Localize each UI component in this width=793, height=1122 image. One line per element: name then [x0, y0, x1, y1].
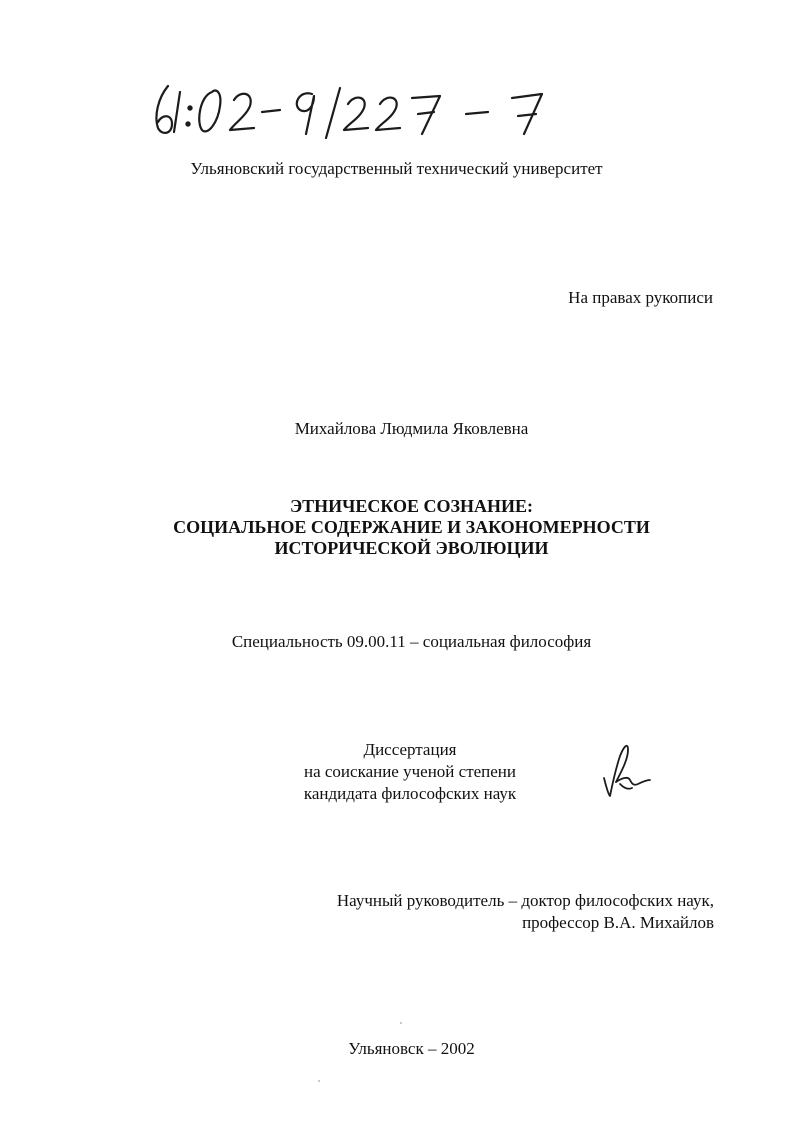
scientific-advisor: [337, 890, 714, 934]
title-line: ИСТОРИЧЕСКОЙ ЭВОЛЮЦИИ: [274, 538, 549, 558]
advisor-line: Научный руководитель – доктор философских наук,: [336, 891, 714, 910]
scan-speck: [318, 1080, 320, 1082]
advisor-line: профессор В.А. Михайлов: [522, 913, 714, 932]
university-name: Ульяновский государственный технический университет: [190, 159, 603, 178]
title-line: ЭТНИЧЕСКОЕ СОЗНАНИЕ:: [289, 496, 534, 516]
degree-line: на соискание ученой степени: [303, 762, 517, 781]
handwritten-archive-number: [150, 78, 570, 148]
author-name: Михайлова Людмила Яковлевна: [294, 419, 529, 438]
title-line: СОЦИАЛЬНОЕ СОДЕРЖАНИЕ И ЗАКОНОМЕРНОСТИ: [173, 517, 650, 537]
scan-speck: [400, 1022, 402, 1024]
dissertation-title: [0, 496, 793, 559]
rights-note: На правах рукописи: [568, 288, 713, 307]
city-year: Ульяновск – 2002: [348, 1039, 475, 1058]
degree-line: Диссертация: [363, 740, 457, 759]
signature: [598, 738, 653, 803]
degree-statement: [250, 739, 570, 805]
specialty: Специальность 09.00.11 – социальная философия: [231, 632, 592, 651]
degree-line: кандидата философских наук: [303, 784, 517, 803]
